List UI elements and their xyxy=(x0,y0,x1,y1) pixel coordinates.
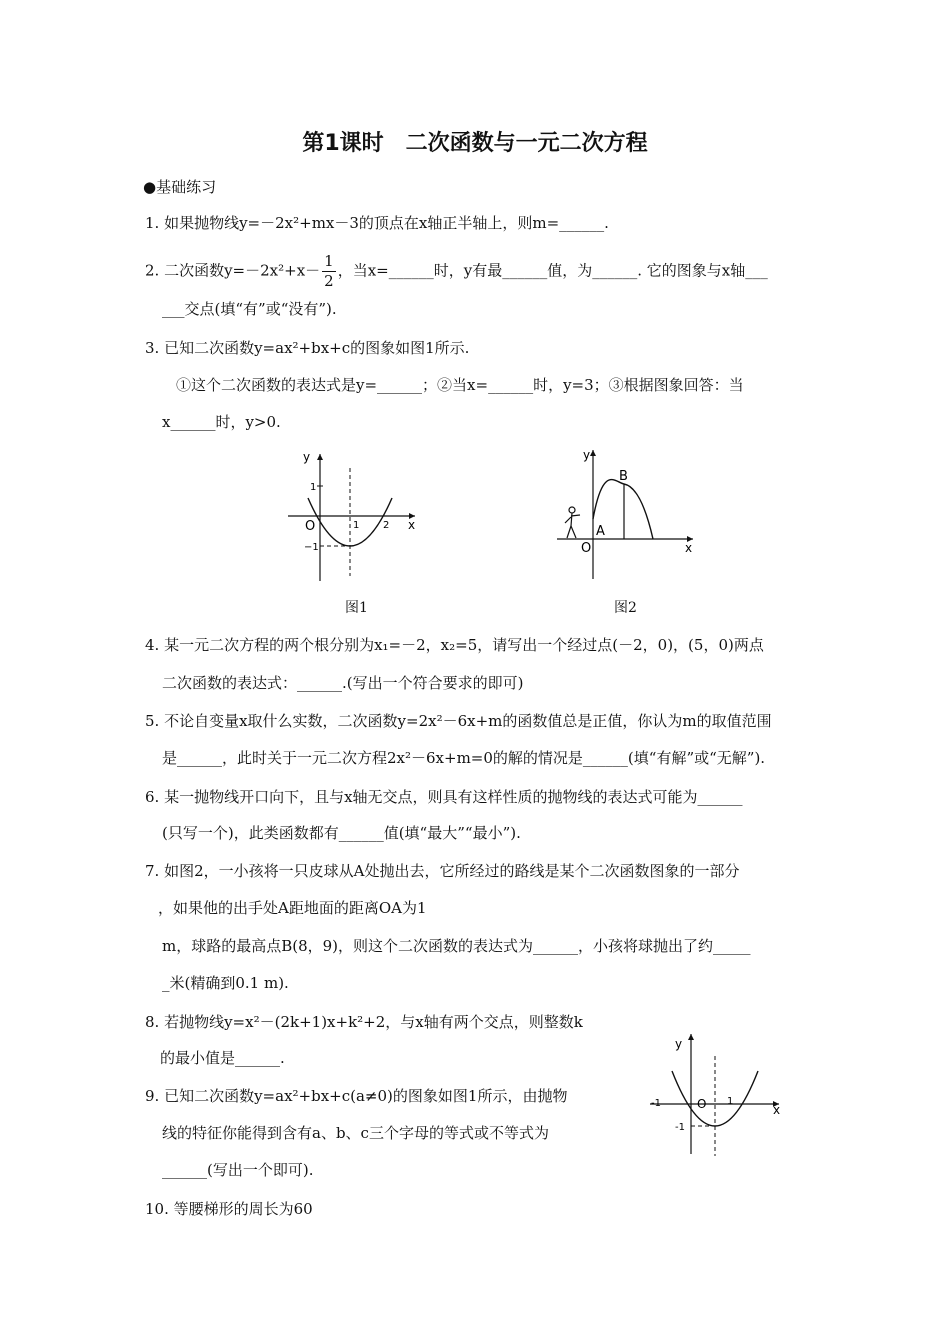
child-thrower-icon xyxy=(565,507,580,538)
question-9-line-2: 线的特征你能得到含有a、b、c三个字母的等式或不等式为 xyxy=(162,1124,549,1142)
figure-1-graph xyxy=(283,446,423,586)
question-2-line-2: ___交点(填“有”或“没有”). xyxy=(162,300,337,318)
fig3-y-label: y xyxy=(675,1037,683,1051)
question-2-line-1 xyxy=(145,252,768,291)
fig2-point-a: A xyxy=(596,524,605,539)
question-4-line-2: 二次函数的表达式：______.(写出一个符合要求的即可) xyxy=(162,674,524,692)
fig1-x-label: x xyxy=(408,518,416,532)
section-heading: ●基础练习 xyxy=(143,178,217,196)
fig2-origin: O xyxy=(581,541,592,556)
fig3-x-label: x xyxy=(773,1103,781,1117)
question-2-prefix: 2. 二次函数y=－2x²+x－ xyxy=(145,261,321,280)
figure-3-graph xyxy=(645,1026,790,1161)
fig1-y-label: y xyxy=(303,450,311,464)
question-4-line-1: 4. 某一元二次方程的两个根分别为x₁=－2，x₂=5，请写出一个经过点(－2，0)，(5，0)两点 xyxy=(145,636,764,654)
question-5-line-1: 5. 不论自变量x取什么实数，二次函数y=2x²－6x+m的函数值总是正值，你认为m的取值范围 xyxy=(145,712,772,730)
question-2-suffix: ，当x=______时，y有最______值，为______. 它的图象与x轴___ xyxy=(337,261,768,280)
fig1-tick-ym1: −1 xyxy=(304,542,319,553)
question-1: 1. 如果抛物线y=－2x²+mx－3的顶点在x轴正半轴上，则m=______. xyxy=(145,214,609,232)
page-title: 第1课时 二次函数与一元二次方程 xyxy=(302,131,648,156)
question-10: 10. 等腰梯形的周长为60 xyxy=(145,1200,313,1218)
figure-2-caption: 图2 xyxy=(614,600,637,616)
question-6-line-1: 6. 某一抛物线开口向下，且与x轴无交点，则具有这样性质的抛物线的表达式可能为______ xyxy=(145,788,743,806)
question-3-line-3: x______时，y>0. xyxy=(162,413,281,431)
question-9-line-3: ______(写出一个即可). xyxy=(162,1161,314,1179)
question-8-line-1: 8. 若抛物线y=x²－(2k+1)x+k²+2，与x轴有两个交点，则整数k xyxy=(145,1013,583,1031)
fig3-tick-ym1: -1 xyxy=(675,1122,685,1133)
fig1-tick-2: 2 xyxy=(383,520,390,531)
fig1-tick-y1: 1 xyxy=(310,482,317,493)
fig1-origin: O xyxy=(305,519,316,534)
question-7-line-4: _米(精确到0.1 m). xyxy=(162,974,289,992)
question-3-line-1: 3. 已知二次函数y=ax²+bx+c的图象如图1所示. xyxy=(145,339,470,357)
fig3-tick-m1: -1 xyxy=(651,1098,661,1109)
fraction-numerator: 1 xyxy=(324,252,334,270)
figure-2-graph xyxy=(553,444,703,584)
question-8-line-2: 的最小值是______. xyxy=(160,1049,285,1067)
question-7-line-2: ，如果他的出手处A距地面的距离OA为1 xyxy=(158,899,427,917)
fraction-half xyxy=(322,252,336,291)
fig3-tick-1: 1 xyxy=(727,1096,734,1107)
question-6-line-2: (只写一个)，此类函数都有______值(填“最大”“最小”). xyxy=(162,824,521,842)
question-5-line-2: 是______，此时关于一元二次方程2x²－6x+m=0的解的情况是______(填“有解”或“无解”). xyxy=(162,749,766,767)
fig3-origin: O xyxy=(697,1097,707,1111)
fig2-x-label: x xyxy=(685,541,693,555)
fraction-denominator: 2 xyxy=(324,272,334,290)
question-7-line-1: 7. 如图2，一小孩将一只皮球从A处抛出去，它所经过的路线是某个二次函数图象的一部分 xyxy=(145,862,740,880)
question-3-line-2: ①这个二次函数的表达式是y=______；②当x=______时，y=3；③根据图象回答：当 xyxy=(176,376,744,394)
fig2-point-b: B xyxy=(619,469,628,484)
fig2-y-label: y xyxy=(583,448,591,462)
question-7-line-3: m，球路的最高点B(8，9)，则这个二次函数的表达式为______，小孩将球抛出了约_____ xyxy=(162,937,751,955)
question-9-line-1: 9. 已知二次函数y=ax²+bx+c(a≠0)的图象如图1所示，由抛物 xyxy=(145,1087,568,1105)
figure-1-caption: 图1 xyxy=(345,600,368,616)
fig1-tick-1: 1 xyxy=(353,520,360,531)
